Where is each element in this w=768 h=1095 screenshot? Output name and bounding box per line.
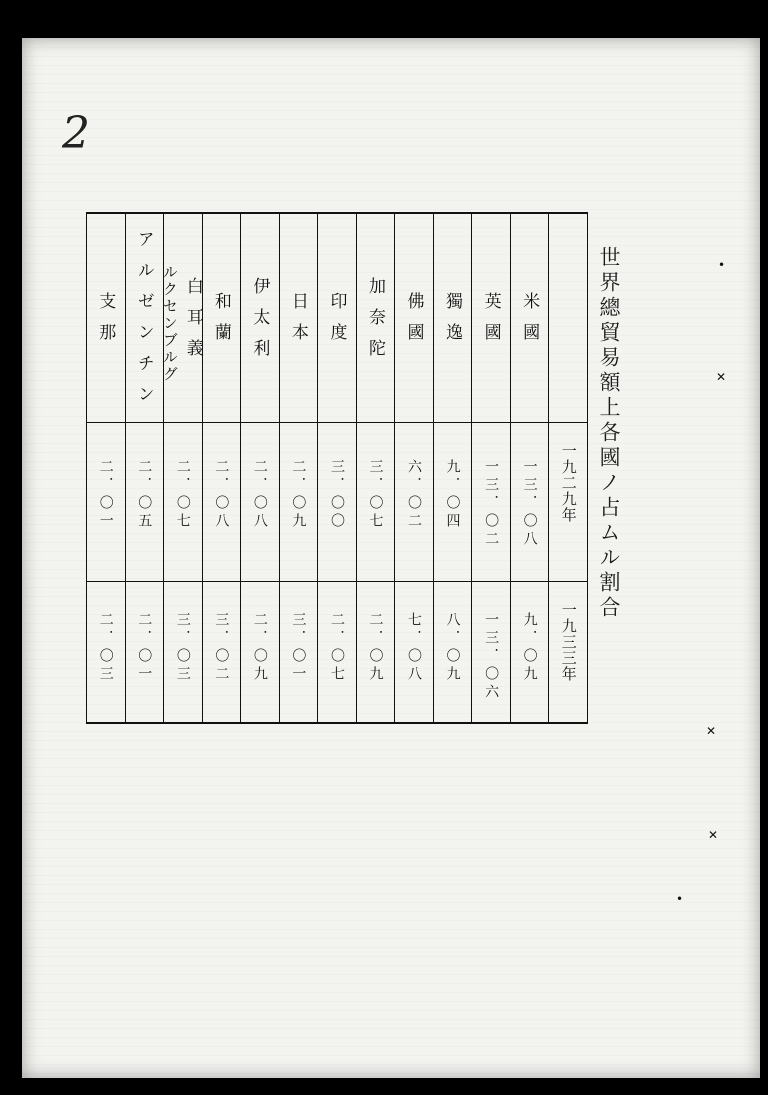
value-1933: 三．〇一	[290, 612, 307, 684]
year-header-blank	[549, 213, 588, 423]
table-title: 世界總貿易額上各國ノ占ムル割合	[597, 246, 621, 621]
country-name-sub: ルクセンブルグ	[160, 263, 179, 383]
year-label: 一九二九年	[559, 443, 578, 523]
country-header-cell	[87, 213, 126, 423]
value-1933: 一三．〇六	[483, 612, 500, 702]
country-name: 伊太利	[249, 276, 270, 370]
country-name: 米國	[519, 292, 540, 354]
value-1933: 二．〇九	[367, 612, 384, 684]
year-1933-row	[87, 582, 588, 724]
year-label-cell	[549, 582, 588, 724]
value-1933-cell	[279, 582, 318, 724]
value-1929-cell	[241, 423, 280, 582]
value-1933: 二．〇七	[328, 612, 345, 684]
country-name-group	[160, 214, 203, 422]
country-header-cell	[202, 213, 241, 423]
value-1929: 九．〇四	[444, 459, 461, 531]
scan-speck: ✕	[716, 370, 727, 384]
country-name-group	[280, 214, 318, 422]
country-name-group	[511, 214, 549, 422]
value-1929-cell	[433, 423, 472, 582]
value-1933-cell	[318, 582, 357, 724]
value-1933: 七．〇八	[406, 612, 423, 684]
country-name-group	[318, 214, 356, 422]
value-1933-cell	[356, 582, 395, 724]
country-name-group	[395, 214, 433, 422]
country-name: 印度	[326, 292, 347, 354]
value-1933-cell	[202, 582, 241, 724]
country-name-group	[203, 214, 241, 422]
country-name: アルゼンチン	[133, 230, 154, 416]
country-name: 加奈陀	[364, 276, 385, 370]
value-1933: 二．〇三	[97, 612, 114, 684]
value-1929: 二．〇七	[174, 459, 191, 531]
year-1929-row	[87, 423, 588, 582]
value-1933-cell	[125, 582, 164, 724]
value-1929: 二．〇九	[290, 459, 307, 531]
value-1933-cell	[241, 582, 280, 724]
value-1929: 二．〇八	[251, 459, 268, 531]
page-number: 2	[62, 108, 90, 159]
value-1929-cell	[510, 423, 549, 582]
country-header-cell	[318, 213, 357, 423]
value-1929: 一三．〇八	[521, 459, 538, 549]
value-1929-cell	[87, 423, 126, 582]
country-name-group	[434, 214, 472, 422]
country-header-cell	[241, 213, 280, 423]
value-1933-cell	[87, 582, 126, 724]
value-1933-cell	[510, 582, 549, 724]
scan-speck: •	[718, 258, 726, 272]
country-name-group	[357, 214, 395, 422]
country-header-cell	[125, 213, 164, 423]
value-1933: 三．〇二	[213, 612, 230, 684]
country-name: 和蘭	[210, 292, 231, 354]
country-name: 白耳義	[182, 276, 203, 370]
country-header-cell	[356, 213, 395, 423]
country-name: 佛國	[403, 292, 424, 354]
value-1929: 二．〇一	[97, 459, 114, 531]
value-1929: 二．〇八	[213, 459, 230, 531]
value-1929-cell	[356, 423, 395, 582]
value-1933-cell	[472, 582, 511, 724]
value-1929: 三．〇〇	[328, 459, 345, 531]
value-1929-cell	[164, 423, 203, 582]
value-1929-cell	[279, 423, 318, 582]
scan-speck: ✕	[706, 724, 717, 738]
value-1933: 八．〇九	[444, 612, 461, 684]
country-header-cell	[433, 213, 472, 423]
year-label: 一九三三年	[559, 602, 578, 682]
country-name-group	[241, 214, 279, 422]
country-name-group	[472, 214, 510, 422]
value-1933: 三．〇三	[174, 612, 191, 684]
country-header-cell	[160, 213, 203, 423]
country-name: 支那	[95, 292, 116, 354]
year-label-cell	[549, 423, 588, 582]
scan-speck: •	[676, 892, 684, 906]
value-1933: 二．〇九	[251, 612, 268, 684]
trade-share-table	[86, 212, 588, 722]
country-name-group	[126, 214, 164, 422]
value-1929-cell	[318, 423, 357, 582]
value-1929-cell	[202, 423, 241, 582]
value-1929: 六．〇二	[406, 459, 423, 531]
country-name-row	[87, 213, 588, 423]
country-header-cell	[472, 213, 511, 423]
value-1929: 三．〇七	[367, 459, 384, 531]
country-name: 日本	[287, 292, 308, 354]
country-header-cell	[510, 213, 549, 423]
value-1929: 二．〇五	[136, 459, 153, 531]
value-1929: 一三．〇二	[483, 459, 500, 549]
value-1933-cell	[395, 582, 434, 724]
country-name: 獨逸	[442, 292, 463, 354]
value-1933-cell	[164, 582, 203, 724]
scan-speck: ✕	[708, 828, 719, 842]
country-name-group	[87, 214, 125, 422]
value-1933: 二．〇一	[136, 612, 153, 684]
value-1933: 九．〇九	[521, 612, 538, 684]
country-name: 英國	[480, 292, 501, 354]
country-header-cell	[395, 213, 434, 423]
value-1929-cell	[125, 423, 164, 582]
value-1929-cell	[395, 423, 434, 582]
table-grid	[86, 212, 588, 724]
value-1929-cell	[472, 423, 511, 582]
country-header-cell	[279, 213, 318, 423]
value-1933-cell	[433, 582, 472, 724]
